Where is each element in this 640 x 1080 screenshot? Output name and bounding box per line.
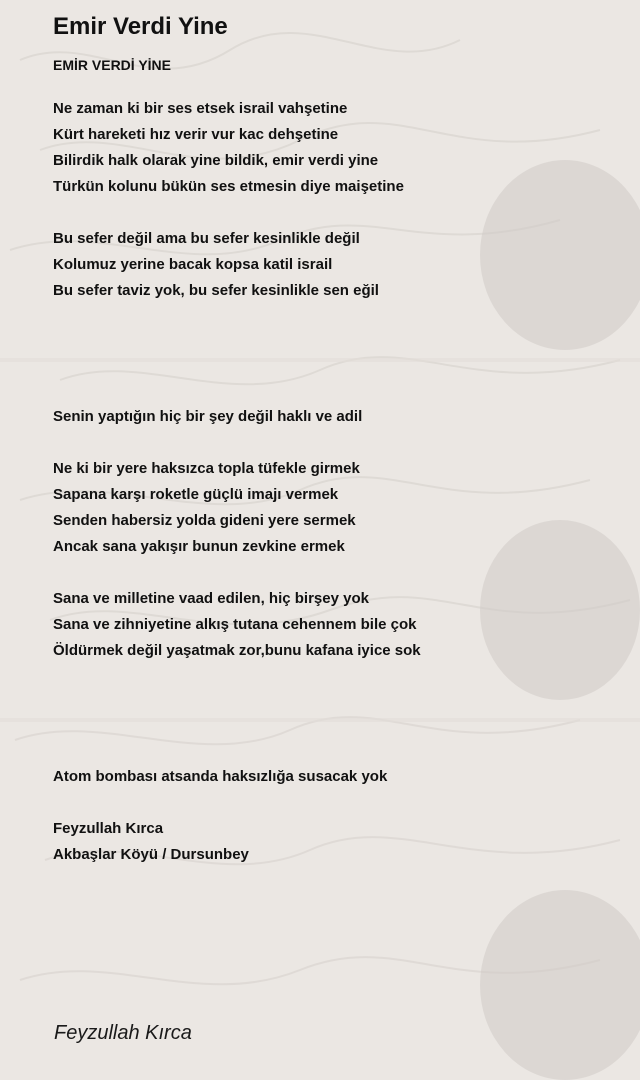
stanza bbox=[53, 586, 613, 664]
stanza-gap bbox=[53, 790, 613, 816]
poem-line: Kürt hareketi hız verir vur kac dehşetine bbox=[53, 126, 339, 143]
poem-line: Türkün kolunu bükün ses etmesin diye maişetine bbox=[53, 178, 404, 195]
poem-line: Bu sefer taviz yok, bu sefer kesinlikle sen eğil bbox=[53, 282, 379, 299]
stanza-gap bbox=[53, 664, 613, 764]
stanza-gap bbox=[53, 304, 613, 404]
poem-line: Atom bombası atsanda haksızlığa susacak yok bbox=[53, 768, 388, 785]
poem-line: Senden habersiz yolda gideni yere sermek bbox=[53, 512, 356, 529]
poem-line: Sana ve zihniyetine alkış tutana cehennem bile çok bbox=[53, 616, 417, 633]
poem-line: Ne ki bir yere haksızca topla tüfekle girmek bbox=[53, 460, 360, 477]
poem-line: Kolumuz yerine bacak kopsa katil israil bbox=[53, 256, 333, 273]
stanza bbox=[53, 764, 613, 790]
poem-line: Sapana karşı roketle güçlü imajı vermek bbox=[53, 486, 339, 503]
stanza bbox=[53, 226, 613, 304]
poem-line: Ne zaman ki bir ses etsek israil vahşetine bbox=[53, 100, 348, 117]
poem-line: Öldürmek değil yaşatmak zor,bunu kafana iyice sok bbox=[53, 642, 421, 659]
poem-line: Sana ve milletine vaad edilen, hiç birşey yok bbox=[53, 590, 369, 607]
author-block bbox=[53, 816, 613, 868]
poem-line: Bilirdik halk olarak yine bildik, emir verdi yine bbox=[53, 152, 379, 169]
page-title: Emir Verdi Yine bbox=[53, 13, 228, 40]
stanza-gap bbox=[53, 430, 613, 456]
stanza-gap bbox=[53, 200, 613, 226]
stanza bbox=[53, 96, 613, 200]
stanza-gap bbox=[53, 560, 613, 586]
author-location: Akbaşlar Köyü / Dursunbey bbox=[53, 846, 249, 863]
author-name: Feyzullah Kırca bbox=[53, 820, 164, 837]
stanza bbox=[53, 456, 613, 560]
poem-subtitle: EMİR VERDİ YİNE bbox=[53, 57, 171, 73]
stanza bbox=[53, 404, 613, 430]
poem-line: Bu sefer değil ama bu sefer kesinlikle değil bbox=[53, 230, 360, 247]
author-signature: Feyzullah Kırca bbox=[54, 1022, 192, 1044]
poem-line: Senin yaptığın hiç bir şey değil haklı ve adil bbox=[53, 408, 363, 425]
poem-body bbox=[53, 96, 613, 868]
poem-line: Ancak sana yakışır bunun zevkine ermek bbox=[53, 538, 345, 555]
